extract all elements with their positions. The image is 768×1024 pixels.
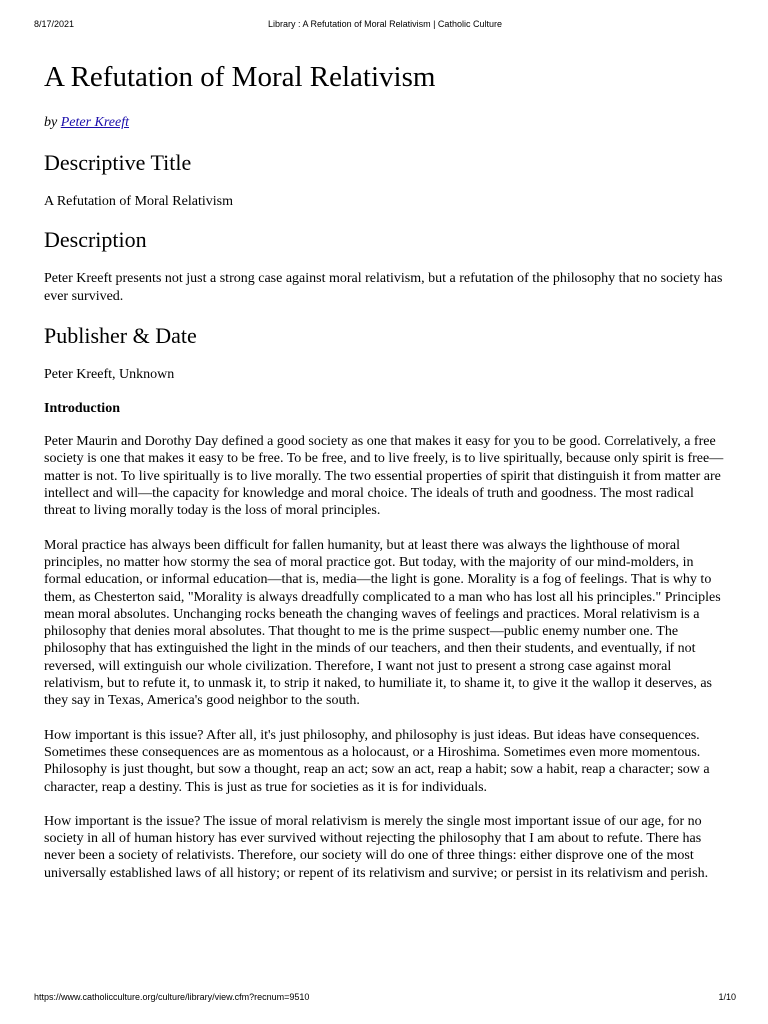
body-paragraph: How important is the issue? The issue of moral relativism is merely the single most important issue of our age, for no society in all of human history has ever survived without rejecting the philosophy that I am about to refute. There has never been a society of relativists. Therefore, our society will do one of three things: either disprove one of the most universally established laws of all history; or repent of its relativism and survive; or persist in its relativism and perish. [44,813,709,881]
article-title: A Refutation of Moral Relativism [44,61,436,93]
publisher-date-text: Peter Kreeft, Unknown [44,366,175,382]
body-paragraph: Moral practice has always been difficult for fallen humanity, but at least there was always the lighthouse of moral principles, no matter how stormy the sea of moral practice got. But today, with the majority of our mind-molders, in formal education, or informal education—that is, media—the light is gone. Morality is a fog of feelings. That is why to them, as Chesterton said, "Morality is always dreadfully complicated to a man who has lost all his principles." Principles mean moral absolutes. Unchanging rocks beneath the changing waves of feelings and practices. Moral relativism is a philosophy that denies moral absolutes. That thought to me is the prime suspect—public enemy number one. The philosophy that has extinguished the light in the minds of our teachers, and then their students, and eventually, if not reversed, will extinguish our whole civilization. Therefore, I want not just to present a strong case against moral relativism, but to refute it, to unmask it, to strip it naked, to humiliate it, to shame it, to give it the wallop it deserves, as they say in Texas, America's good neighbor to the south. [44,537,721,709]
descriptive-title-heading: Descriptive Title [44,150,192,175]
byline-prefix: by [44,115,58,130]
author-link[interactable]: Peter Kreeft [60,115,130,130]
description-heading: Description [44,227,147,253]
introduction-heading: Introduction [44,401,120,417]
print-page-title: Library : A Refutation of Moral Relativism | Catholic Culture [268,19,502,29]
byline [44,114,728,132]
print-header [34,19,736,31]
body-paragraph: How important is this issue? After all, it's just philosophy, and philosophy is just ideas. But ideas have consequences. Sometimes these consequences are as momentous as a holocaust, or a Hiroshima. Sometimes even more momentous. Philosophy is just thought, but sow a thought, reap an act; sow an act, reap a habit; sow a habit, reap a character; sow a character, reap a destiny. This is just as true for societies as it is for individuals. [44,727,710,795]
print-footer [34,992,736,1004]
article-content [44,58,728,882]
page-number: 1/10 [718,992,736,1002]
body-paragraph: Peter Maurin and Dorothy Day defined a good society as one that makes it easy for you to be good. Correlatively, a free society is one that makes it easy to be free. To be free, and to live freely, is to live spiritually, because only spirit is free—matter is not. To live spiritually is to live morally. The two essential properties of spirit that distinguish it from matter are intellect and will—the capacity for knowledge and moral choice. The ideals of truth and goodness. The most radical threat to living morally today is the loss of moral principles. [44,434,724,519]
descriptive-title-text: A Refutation of Moral Relativism [44,194,233,209]
description-text: Peter Kreeft presents not just a strong case against moral relativism, but a refutation of the philosophy that no society has ever survived. [44,271,723,304]
publisher-date-heading: Publisher & Date [44,322,197,348]
print-url: https://www.catholicculture.org/culture/library/view.cfm?recnum=9510 [34,992,310,1002]
print-date: 8/17/2021 [34,19,75,29]
